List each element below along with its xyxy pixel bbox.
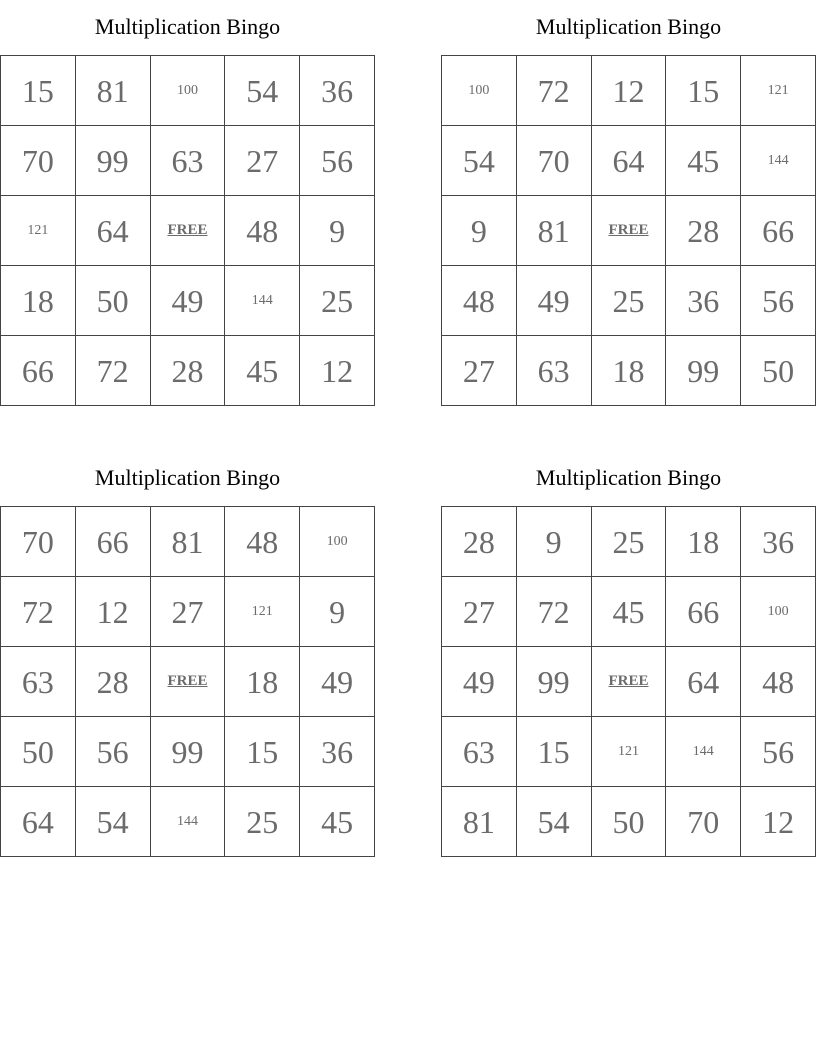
bingo-cell: 99 [75, 126, 150, 196]
bingo-row [442, 56, 816, 126]
bingo-cell: 121 [741, 56, 816, 126]
bingo-cell: 144 [666, 717, 741, 787]
bingo-row [1, 56, 375, 126]
bingo-cell: 45 [666, 126, 741, 196]
bingo-cell: 25 [591, 507, 666, 577]
bingo-cell: 28 [150, 336, 225, 406]
bingo-cell: 9 [300, 577, 375, 647]
bingo-cell: 15 [225, 717, 300, 787]
bingo-cell: 15 [666, 56, 741, 126]
bingo-cell: 56 [741, 717, 816, 787]
bingo-cell: 48 [225, 196, 300, 266]
bingo-cell: 144 [150, 787, 225, 857]
bingo-cell: 56 [300, 126, 375, 196]
bingo-cell: 66 [666, 577, 741, 647]
bingo-cell: 9 [516, 507, 591, 577]
bingo-cell: 49 [150, 266, 225, 336]
bingo-cell: 81 [442, 787, 517, 857]
bingo-row [1, 507, 375, 577]
bingo-cell: 12 [741, 787, 816, 857]
bingo-row [1, 717, 375, 787]
bingo-cell: 27 [442, 336, 517, 406]
bingo-cell: 45 [591, 577, 666, 647]
bingo-cell: 27 [150, 577, 225, 647]
bingo-cell: 50 [591, 787, 666, 857]
bingo-cell: 99 [150, 717, 225, 787]
bingo-cell: 28 [666, 196, 741, 266]
bingo-cell: 45 [300, 787, 375, 857]
bingo-cell: 25 [591, 266, 666, 336]
bingo-row [1, 577, 375, 647]
bingo-cell: 56 [741, 266, 816, 336]
bingo-cell: 18 [666, 507, 741, 577]
bingo-cell: 121 [1, 196, 76, 266]
bingo-cell: 12 [300, 336, 375, 406]
bingo-cell: 121 [591, 717, 666, 787]
bingo-cell: 63 [516, 336, 591, 406]
bingo-row [1, 126, 375, 196]
bingo-cell: 72 [75, 336, 150, 406]
bingo-cell: 36 [300, 56, 375, 126]
bingo-cell: 99 [666, 336, 741, 406]
bingo-row [442, 717, 816, 787]
bingo-cell: 121 [225, 577, 300, 647]
bingo-cell: 70 [666, 787, 741, 857]
bingo-cell: 81 [150, 507, 225, 577]
bingo-cell: 64 [591, 126, 666, 196]
bingo-cell: 54 [225, 56, 300, 126]
bingo-row [1, 266, 375, 336]
bingo-cell: 100 [741, 577, 816, 647]
bingo-cell: 12 [591, 56, 666, 126]
bingo-cell: 12 [75, 577, 150, 647]
bingo-row [442, 787, 816, 857]
bingo-cell: 45 [225, 336, 300, 406]
free-space: FREE [591, 196, 666, 266]
bingo-cell: 36 [666, 266, 741, 336]
bingo-cell: 99 [516, 647, 591, 717]
bingo-cell: 49 [442, 647, 517, 717]
bingo-row [442, 266, 816, 336]
bingo-cell: 72 [516, 56, 591, 126]
bingo-cell: 81 [75, 56, 150, 126]
bingo-grid [0, 506, 375, 857]
bingo-cell: 63 [150, 126, 225, 196]
bingo-cell: 56 [75, 717, 150, 787]
bingo-cell: 9 [442, 196, 517, 266]
bingo-cell: 48 [442, 266, 517, 336]
bingo-cell: 100 [300, 507, 375, 577]
bingo-cell: 54 [516, 787, 591, 857]
bingo-cell: 18 [225, 647, 300, 717]
bingo-row [442, 647, 816, 717]
bingo-row [442, 577, 816, 647]
bingo-cell: 144 [225, 266, 300, 336]
bingo-cell: 25 [300, 266, 375, 336]
bingo-cell: 48 [741, 647, 816, 717]
bingo-cell: 81 [516, 196, 591, 266]
bingo-row [442, 196, 816, 266]
bingo-cell: 27 [442, 577, 517, 647]
free-space: FREE [150, 196, 225, 266]
bingo-cell: 50 [741, 336, 816, 406]
bingo-row [1, 336, 375, 406]
bingo-row [1, 196, 375, 266]
bingo-cell: 15 [516, 717, 591, 787]
bingo-cell: 66 [741, 196, 816, 266]
bingo-cell: 70 [1, 126, 76, 196]
bingo-cell: 36 [741, 507, 816, 577]
bingo-cell: 72 [516, 577, 591, 647]
bingo-cell: 64 [1, 787, 76, 857]
bingo-cell: 28 [442, 507, 517, 577]
bingo-cell: 25 [225, 787, 300, 857]
bingo-cell: 49 [516, 266, 591, 336]
bingo-cell: 66 [1, 336, 76, 406]
bingo-cell: 64 [666, 647, 741, 717]
free-space: FREE [150, 647, 225, 717]
bingo-cell: 50 [1, 717, 76, 787]
card-title: Multiplication Bingo [94, 14, 281, 39]
bingo-cell: 54 [75, 787, 150, 857]
bingo-cell: 64 [75, 196, 150, 266]
bingo-cell: 50 [75, 266, 150, 336]
bingo-grid [0, 55, 375, 406]
bingo-cell: 9 [300, 196, 375, 266]
bingo-cell: 144 [741, 126, 816, 196]
bingo-row [1, 787, 375, 857]
bingo-cell: 70 [1, 507, 76, 577]
bingo-grid [441, 506, 816, 857]
bingo-cell: 70 [516, 126, 591, 196]
bingo-cell: 18 [1, 266, 76, 336]
bingo-cell: 54 [442, 126, 517, 196]
bingo-row [442, 126, 816, 196]
bingo-cell: 36 [300, 717, 375, 787]
bingo-cell: 49 [300, 647, 375, 717]
card-title: Multiplication Bingo [535, 14, 722, 39]
card-title: Multiplication Bingo [535, 465, 722, 490]
bingo-row [442, 507, 816, 577]
bingo-row [442, 336, 816, 406]
bingo-cell: 48 [225, 507, 300, 577]
bingo-cell: 100 [442, 56, 517, 126]
bingo-cell: 66 [75, 507, 150, 577]
card-title: Multiplication Bingo [94, 465, 281, 490]
bingo-cell: 63 [442, 717, 517, 787]
bingo-cell: 72 [1, 577, 76, 647]
free-space: FREE [591, 647, 666, 717]
bingo-cell: 100 [150, 56, 225, 126]
bingo-cell: 28 [75, 647, 150, 717]
bingo-cell: 18 [591, 336, 666, 406]
bingo-cell: 15 [1, 56, 76, 126]
bingo-grid [441, 55, 816, 406]
bingo-row [1, 647, 375, 717]
bingo-cell: 27 [225, 126, 300, 196]
bingo-cell: 63 [1, 647, 76, 717]
